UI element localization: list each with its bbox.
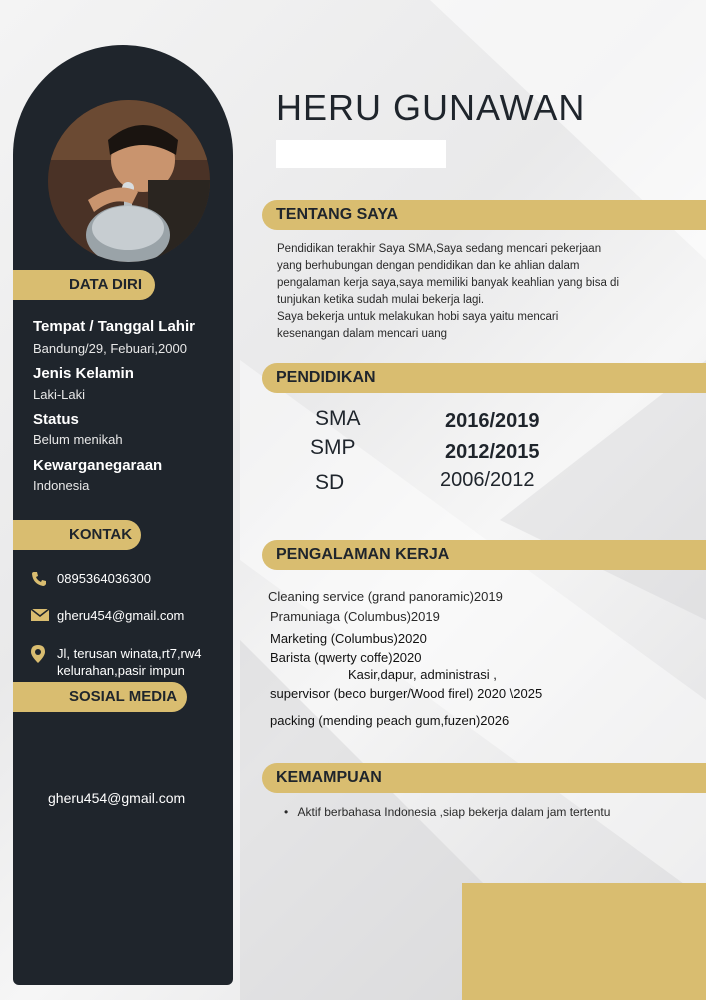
skill-item	[284, 805, 610, 819]
experience-item: Marketing (Columbus)2020	[270, 631, 427, 646]
social-email: gheru454@gmail.com	[48, 790, 186, 806]
about-line: Pendidikan terakhir Saya SMA,Saya sedang mencari pekerjaan	[277, 243, 602, 255]
about-line: Saya bekerja untuk melakukan hobi saya yaitu mencari	[277, 311, 559, 323]
tentang-saya-heading: TENTANG SAYA	[262, 200, 706, 230]
address-line-2: kelurahan,pasir impun	[57, 663, 185, 678]
email-address: gheru454@gmail.com	[57, 608, 185, 623]
location-pin-icon	[31, 645, 53, 666]
field-title-nationality: Kewarganegaraan	[33, 457, 163, 474]
field-value-status: Belum menikah	[33, 432, 123, 447]
field-title-gender: Jenis Kelamin	[33, 365, 134, 382]
about-text	[277, 241, 677, 343]
experience-item: packing (mending peach gum,fuzen)2026	[270, 713, 510, 728]
profile-photo	[48, 100, 210, 262]
address-line-1: Jl, terusan winata,rt7,rw4	[57, 646, 202, 661]
data-diri-heading: DATA DIRI	[13, 270, 155, 300]
edu-year-sma: 2016/2019	[445, 410, 540, 432]
phone-number: 0895364036300	[57, 571, 151, 586]
field-title-ttl: Tempat / Tanggal Lahir	[33, 318, 195, 335]
field-value-nationality: Indonesia	[33, 478, 90, 493]
field-value-ttl: Bandung/29, Febuari,2000	[33, 341, 187, 356]
edu-level-sd: SD	[315, 471, 345, 494]
phone-row	[31, 571, 151, 590]
about-line: kesenangan dalam mencari uang	[277, 328, 448, 340]
address-row	[31, 645, 202, 679]
phone-icon	[31, 571, 53, 590]
sosial-media-heading: SOSIAL MEDIA	[13, 682, 187, 712]
field-value-gender: Laki-Laki	[33, 387, 86, 402]
edu-year-smp: 2012/2015	[445, 441, 540, 463]
experience-item: supervisor (beco burger/Wood firel) 2020 \2025	[270, 686, 543, 701]
experience-item: Kasir,dapur, administrasi ,	[348, 667, 497, 682]
edu-year-sd: 2006/2012	[440, 469, 535, 491]
sidebar	[13, 45, 233, 985]
person-name: HERU GUNAWAN	[276, 87, 586, 128]
edu-level-sma: SMA	[315, 407, 361, 430]
about-line: tunjukan ketika sudah mulai bekerja lagi.	[277, 294, 485, 306]
pengalaman-kerja-heading: PENGALAMAN KERJA	[262, 540, 706, 570]
about-line: yang berhubungan dengan pendidikan dan ke ahlian dalam	[277, 260, 580, 272]
experience-item: Pramuniaga (Columbus)2019	[270, 609, 440, 624]
experience-item: Barista (qwerty coffe)2020	[270, 650, 422, 665]
experience-item: Cleaning service (grand panoramic)2019	[268, 589, 503, 604]
edu-level-smp: SMP	[310, 436, 356, 459]
pendidikan-heading: PENDIDIKAN	[262, 363, 706, 393]
envelope-icon	[31, 608, 53, 625]
about-line: pengalaman kerja saya,saya memiliki banyak keahlian yang bisa di	[277, 277, 619, 289]
email-row	[31, 608, 184, 625]
name-subtitle-bar	[276, 140, 446, 168]
decorative-gold-block	[462, 883, 706, 1000]
kontak-heading: KONTAK	[13, 520, 141, 550]
bullet-icon: •	[284, 805, 289, 819]
field-title-status: Status	[33, 411, 79, 428]
kemampuan-heading: KEMAMPUAN	[262, 763, 706, 793]
skill-text: Aktif berbahasa Indonesia ,siap bekerja dalam jam tertentu	[297, 805, 611, 819]
